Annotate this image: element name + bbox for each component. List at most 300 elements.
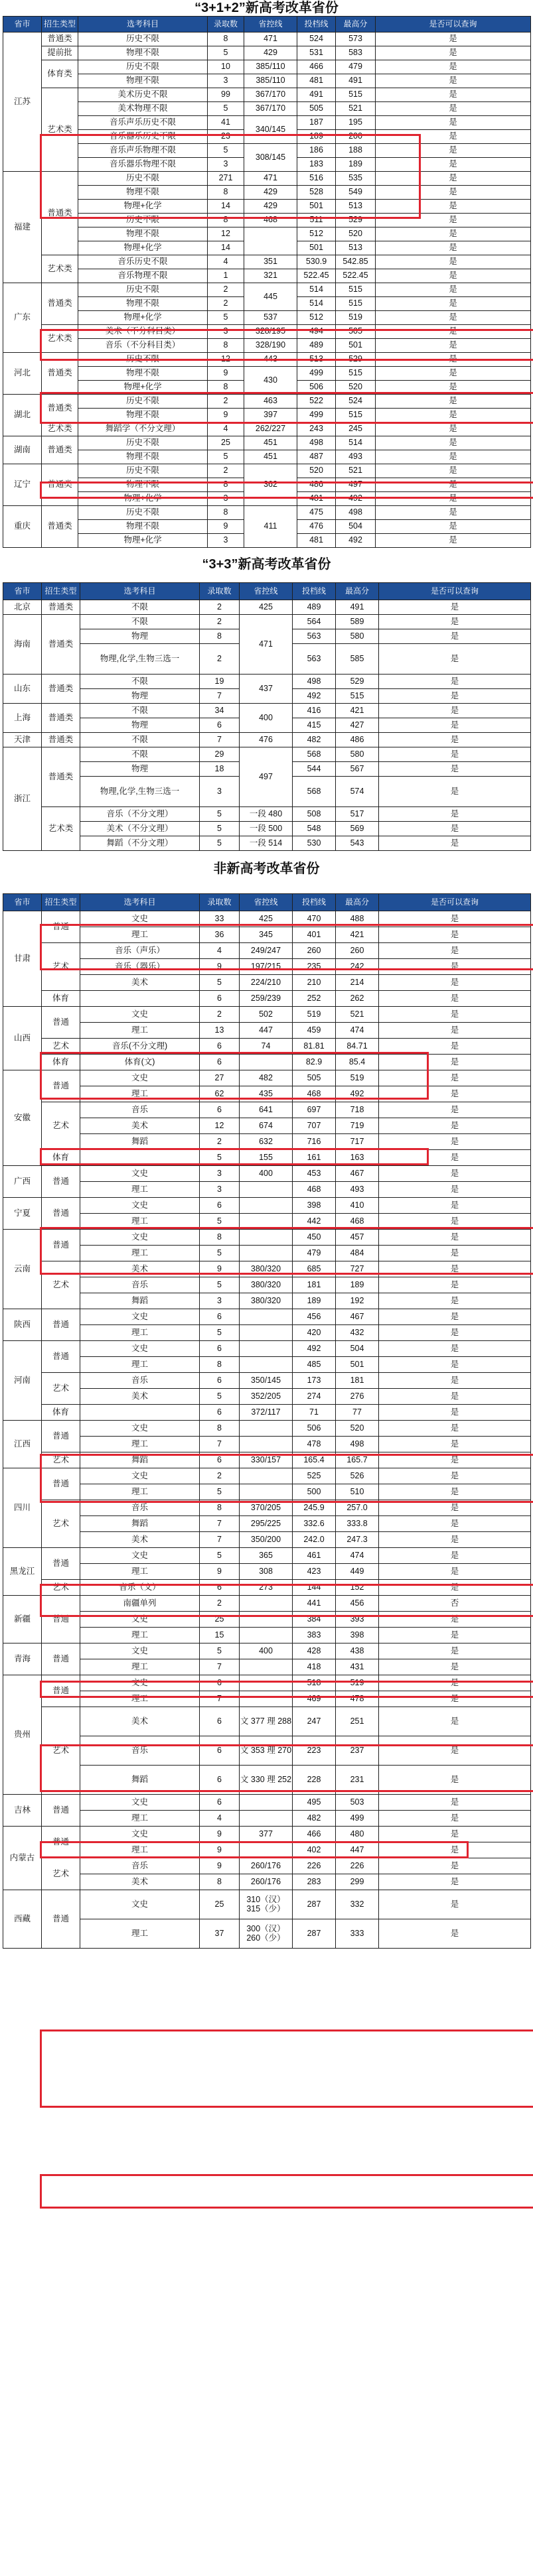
max-score-cell: 84.71 [336, 1039, 379, 1055]
queryable-cell: 是 [379, 1007, 531, 1023]
admitted-cell: 3 [208, 74, 244, 88]
type-cell: 普通类 [42, 283, 78, 325]
queryable-cell: 是 [379, 718, 531, 733]
type-cell: 普通类 [42, 675, 80, 704]
table-row [3, 311, 531, 325]
type-cell: 普通 [42, 1007, 80, 1039]
max-score-cell: 503 [336, 1795, 379, 1811]
queryable-cell: 是 [376, 436, 531, 450]
header-province: 省市 [3, 583, 42, 600]
queryable-cell: 是 [379, 1564, 531, 1580]
admission-line-cell: 456 [293, 1309, 336, 1325]
admitted-cell: 2 [200, 644, 240, 675]
subject-cell: 物理+化学 [78, 534, 208, 548]
control-line-cell: 425 [240, 600, 293, 615]
subject-cell: 物理,化学,生物三选一 [80, 644, 200, 675]
subject-cell: 舞蹈 [80, 1766, 200, 1795]
subject-cell: 美术 [80, 1389, 200, 1405]
table-row [3, 1039, 531, 1055]
max-score-cell: 504 [336, 520, 376, 534]
admitted-cell: 8 [200, 629, 240, 644]
max-score-cell: 521 [336, 464, 376, 478]
admission-line-cell: 247 [293, 1707, 336, 1736]
queryable-cell: 是 [376, 241, 531, 255]
control-line-cell: 443 [244, 353, 297, 367]
queryable-cell: 是 [379, 747, 531, 762]
control-line-cell: 文 377 理 288 [240, 1707, 293, 1736]
admission-line-cell: 492 [293, 689, 336, 704]
max-score-cell: 181 [336, 1373, 379, 1389]
table-row [3, 1055, 531, 1070]
control-line-cell: 380/320 [240, 1293, 293, 1309]
admission-line-cell: 499 [297, 409, 336, 422]
admission-line-cell: 476 [297, 520, 336, 534]
table-row [3, 1373, 531, 1389]
control-line-cell: 310（汉） 315（少） [240, 1890, 293, 1919]
max-score-cell: 549 [336, 186, 376, 200]
max-score-cell: 505 [336, 325, 376, 339]
table-row [3, 1691, 531, 1707]
table-row [3, 975, 531, 991]
admitted-cell: 29 [200, 747, 240, 762]
province-cell: 黑龙江 [3, 1548, 42, 1596]
queryable-cell: 是 [379, 1086, 531, 1102]
max-score-cell: 493 [336, 450, 376, 464]
admitted-cell: 7 [200, 1532, 240, 1548]
max-score-cell: 535 [336, 172, 376, 186]
admitted-cell: 2 [208, 464, 244, 478]
header-queryable: 是否可以查询 [376, 17, 531, 32]
admission-line-cell: 210 [293, 975, 336, 991]
admission-line-cell: 685 [293, 1261, 336, 1277]
max-score-cell: 520 [336, 1421, 379, 1437]
type-cell: 普通 [42, 1421, 80, 1452]
queryable-cell: 是 [379, 644, 531, 675]
table-row [3, 1357, 531, 1373]
subject-cell: 舞蹈 [80, 1452, 200, 1468]
max-score-cell: 521 [336, 102, 376, 116]
admission-line-cell: 468 [293, 1182, 336, 1198]
province-cell: 贵州 [3, 1675, 42, 1795]
admission-line-cell: 235 [293, 959, 336, 975]
type-cell: 艺术 [42, 1373, 80, 1405]
max-score-cell: 245 [336, 422, 376, 436]
header-admission-line: 投档线 [293, 583, 336, 600]
table-row [3, 1890, 531, 1919]
subject-cell: 美术 [80, 1118, 200, 1134]
control-line-cell [240, 1230, 293, 1246]
queryable-cell: 是 [379, 1325, 531, 1341]
queryable-cell: 是 [379, 991, 531, 1007]
max-score-cell: 515 [336, 297, 376, 311]
queryable-cell: 是 [379, 600, 531, 615]
max-score-cell: 165.7 [336, 1452, 379, 1468]
subject-cell: 物理 [80, 762, 200, 777]
admission-line-cell: 548 [293, 822, 336, 836]
admitted-cell: 3 [200, 1166, 240, 1182]
admitted-cell: 41 [208, 116, 244, 130]
admitted-cell: 2 [200, 1007, 240, 1023]
admission-line-cell: 479 [293, 1246, 336, 1261]
max-score-cell: 513 [336, 200, 376, 214]
admission-line-cell: 189 [293, 1293, 336, 1309]
control-line-cell [240, 1484, 293, 1500]
type-cell: 普通 [42, 1675, 80, 1707]
type-cell: 体育 [42, 1150, 80, 1166]
queryable-cell: 否 [379, 1596, 531, 1612]
max-score-cell: 421 [336, 704, 379, 718]
admitted-cell: 4 [208, 255, 244, 269]
max-score-cell: 580 [336, 747, 379, 762]
admitted-cell: 3 [200, 1293, 240, 1309]
table-row [3, 1811, 531, 1827]
control-line-cell: 385/110 [244, 74, 297, 88]
queryable-cell: 是 [376, 311, 531, 325]
header-queryable: 是否可以查询 [379, 583, 531, 600]
type-cell: 艺术 [42, 1858, 80, 1890]
table-row [3, 747, 531, 762]
control-line-cell: 330/157 [240, 1452, 293, 1468]
admission-line-cell: 71 [293, 1405, 336, 1421]
control-line-cell: 365 [240, 1548, 293, 1564]
max-score-cell: 574 [336, 777, 379, 807]
admission-line-cell: 181 [293, 1277, 336, 1293]
max-score-cell: 333.8 [336, 1516, 379, 1532]
admitted-cell: 3 [208, 534, 244, 548]
admitted-cell: 6 [200, 1452, 240, 1468]
table-row [3, 1736, 531, 1766]
queryable-cell: 是 [379, 1827, 531, 1842]
admission-line-cell: 563 [293, 629, 336, 644]
admission-line-cell: 531 [297, 46, 336, 60]
type-cell: 普通 [42, 1341, 80, 1373]
admitted-cell: 19 [200, 675, 240, 689]
table-row [3, 409, 531, 422]
subject-cell: 美术 [80, 1874, 200, 1890]
max-score-cell: 585 [336, 644, 379, 675]
subject-cell: 美术 [80, 1532, 200, 1548]
table-header-row [3, 17, 531, 32]
admission-line-cell: 486 [297, 478, 336, 492]
subject-cell: 物理+化学 [78, 381, 208, 395]
admission-line-cell: 489 [297, 339, 336, 353]
header-queryable: 是否可以查询 [379, 894, 531, 911]
province-cell: 宁夏 [3, 1198, 42, 1230]
admission-line-cell: 481 [297, 492, 336, 506]
section-title-non-reform: 非新高考改革省份 [213, 862, 320, 876]
subject-cell: 美术物理不限 [78, 102, 208, 116]
control-line-cell: 300（汉） 260（少） [240, 1919, 293, 1949]
table-row [3, 943, 531, 959]
subject-cell: 音乐（不分科目类） [78, 339, 208, 353]
subject-cell: 理工 [80, 1214, 200, 1230]
max-score-cell: 410 [336, 1198, 379, 1214]
max-score-cell: 474 [336, 1023, 379, 1039]
max-score-cell: 468 [336, 1214, 379, 1230]
max-score-cell: 522.45 [336, 269, 376, 283]
type-cell: 普通 [42, 1596, 80, 1643]
admitted-cell: 5 [200, 975, 240, 991]
control-line-cell: 308 [240, 1564, 293, 1580]
table-row [3, 325, 531, 339]
admitted-cell: 271 [208, 172, 244, 186]
admitted-cell: 6 [200, 1580, 240, 1596]
type-cell: 普通 [42, 1795, 80, 1827]
subject-cell: 南疆单列 [80, 1596, 200, 1612]
header-province: 省市 [3, 17, 42, 32]
subject-cell: 物理不限 [78, 450, 208, 464]
table-row [3, 1102, 531, 1118]
max-score-cell: 517 [336, 807, 379, 822]
queryable-cell: 是 [379, 1707, 531, 1736]
queryable-cell: 是 [379, 1182, 531, 1198]
table-row [3, 1919, 531, 1949]
table-row [3, 172, 531, 186]
admitted-cell: 2 [208, 395, 244, 409]
table-row [3, 836, 531, 851]
control-line-cell: 321 [244, 269, 297, 283]
max-score-cell: 457 [336, 1230, 379, 1246]
queryable-cell: 是 [376, 478, 531, 492]
admission-line-cell: 383 [293, 1628, 336, 1643]
max-score-cell: 189 [336, 1277, 379, 1293]
province-cell: 新疆 [3, 1596, 42, 1643]
control-line-cell: 411 [244, 506, 297, 548]
max-score-cell: 332 [336, 1890, 379, 1919]
admitted-cell: 2 [200, 1596, 240, 1612]
max-score-cell: 467 [336, 1309, 379, 1325]
control-line-cell: 641 [240, 1102, 293, 1118]
queryable-cell: 是 [379, 1811, 531, 1827]
control-line-cell: 一段 500 [240, 822, 293, 836]
max-score-cell: 257.0 [336, 1500, 379, 1516]
control-line-cell: 260/176 [240, 1874, 293, 1890]
control-line-cell: 445 [244, 283, 297, 311]
control-line-cell: 497 [240, 747, 293, 807]
admitted-cell: 9 [208, 520, 244, 534]
table-row [3, 1874, 531, 1890]
admission-line-cell: 482 [293, 733, 336, 747]
admitted-cell: 5 [200, 1389, 240, 1405]
control-line-cell [240, 1309, 293, 1325]
admission-line-cell: 512 [297, 227, 336, 241]
subject-cell: 理工 [80, 1357, 200, 1373]
admission-line-cell: 469 [293, 1691, 336, 1707]
admitted-cell: 5 [208, 102, 244, 116]
max-score-cell: 529 [336, 353, 376, 367]
max-score-cell: 543 [336, 836, 379, 851]
control-line-cell [240, 1468, 293, 1484]
control-line-cell: 397 [244, 409, 297, 422]
table-row [3, 186, 531, 200]
subject-cell: 物理不限 [78, 520, 208, 534]
max-score-cell: 200 [336, 130, 376, 144]
max-score-cell: 480 [336, 1827, 379, 1842]
max-score-cell: 498 [336, 1437, 379, 1452]
queryable-cell: 是 [379, 1548, 531, 1564]
control-line-cell: 352/205 [240, 1389, 293, 1405]
admitted-cell: 3 [208, 325, 244, 339]
admission-line-cell: 441 [293, 1596, 336, 1612]
admission-line-cell: 530.9 [297, 255, 336, 269]
control-line-cell: 350/145 [240, 1373, 293, 1389]
province-cell: 湖南 [3, 436, 42, 464]
admission-line-cell: 466 [293, 1827, 336, 1842]
subject-cell: 音乐 [80, 1500, 200, 1516]
queryable-cell: 是 [379, 1039, 531, 1055]
table-row [3, 1214, 531, 1230]
subject-cell: 文史 [80, 1230, 200, 1246]
admission-line-cell: 487 [297, 450, 336, 464]
table-row [3, 733, 531, 747]
admission-line-cell: 416 [293, 704, 336, 718]
queryable-cell: 是 [379, 1874, 531, 1890]
subject-cell: 理工 [80, 1564, 200, 1580]
control-line-cell: 380/320 [240, 1261, 293, 1277]
admitted-cell: 5 [200, 1484, 240, 1500]
admission-line-cell: 481 [297, 74, 336, 88]
type-cell: 艺术 [42, 1500, 80, 1548]
max-score-cell: 242 [336, 959, 379, 975]
max-score-cell: 529 [336, 214, 376, 227]
queryable-cell: 是 [379, 762, 531, 777]
queryable-cell: 是 [379, 675, 531, 689]
table-header-row [3, 583, 531, 600]
queryable-cell: 是 [376, 409, 531, 422]
queryable-cell: 是 [379, 1150, 531, 1166]
table-row [3, 807, 531, 822]
queryable-cell: 是 [379, 1055, 531, 1070]
subject-cell: 物理不限 [78, 367, 208, 381]
admitted-cell: 9 [200, 1564, 240, 1580]
max-score-cell: 515 [336, 88, 376, 102]
subject-cell: 文史 [80, 1341, 200, 1357]
queryable-cell: 是 [379, 1102, 531, 1118]
admitted-cell: 2 [208, 283, 244, 297]
control-line-cell: 380/320 [240, 1277, 293, 1293]
type-cell: 艺术类 [42, 325, 78, 353]
admitted-cell: 8 [200, 1874, 240, 1890]
table-row [3, 991, 531, 1007]
admitted-cell: 9 [200, 959, 240, 975]
max-score-cell: 727 [336, 1261, 379, 1277]
subject-cell: 美术（不分科目类） [78, 325, 208, 339]
subject-cell: 音乐（文） [80, 1580, 200, 1596]
admitted-cell: 8 [208, 381, 244, 395]
control-line-cell [240, 1357, 293, 1373]
admission-line-cell: 402 [293, 1842, 336, 1858]
control-line-cell: 351 [244, 255, 297, 269]
queryable-cell: 是 [376, 506, 531, 520]
admitted-cell: 7 [200, 1437, 240, 1452]
subject-cell: 物理不限 [78, 297, 208, 311]
table-row [3, 1166, 531, 1182]
queryable-cell: 是 [379, 1214, 531, 1230]
admission-line-cell: 245.9 [293, 1500, 336, 1516]
control-line-cell: 674 [240, 1118, 293, 1134]
control-line-cell: 537 [244, 311, 297, 325]
control-line-cell: 328/195 [244, 325, 297, 339]
subject-cell: 美术 [80, 1261, 200, 1277]
table-row [3, 116, 531, 130]
admission-line-cell: 520 [297, 464, 336, 478]
subject-cell: 理工 [80, 1182, 200, 1198]
table-row [3, 1389, 531, 1405]
queryable-cell: 是 [376, 339, 531, 353]
type-cell: 普通类 [42, 733, 80, 747]
subject-cell [80, 1150, 200, 1166]
control-line-cell: 377 [240, 1827, 293, 1842]
admitted-cell: 10 [208, 60, 244, 74]
type-cell: 艺术类 [42, 88, 78, 172]
admitted-cell: 62 [200, 1086, 240, 1102]
type-cell: 普通 [42, 911, 80, 943]
subject-cell: 文史 [80, 1166, 200, 1182]
control-line-cell: 文 330 理 252 [240, 1766, 293, 1795]
subject-cell: 物理 [80, 689, 200, 704]
type-cell: 普通类 [42, 704, 80, 733]
admission-line-cell: 485 [293, 1357, 336, 1373]
queryable-cell: 是 [376, 46, 531, 60]
type-cell: 普通 [42, 1548, 80, 1580]
admitted-cell: 36 [200, 927, 240, 943]
queryable-cell: 是 [379, 1643, 531, 1659]
province-cell: 江西 [3, 1421, 42, 1468]
province-cell: 湖北 [3, 395, 42, 436]
subject-cell: 文史 [80, 1890, 200, 1919]
max-score-cell: 519 [336, 1675, 379, 1691]
header-admission-line: 投档线 [297, 17, 336, 32]
queryable-cell: 是 [379, 1405, 531, 1421]
subject-cell: 理工 [80, 1919, 200, 1949]
subject-cell: 物理+化学 [78, 200, 208, 214]
admission-line-cell: 568 [293, 777, 336, 807]
queryable-cell: 是 [379, 777, 531, 807]
table-row [3, 144, 531, 158]
province-cell: 河南 [3, 1341, 42, 1421]
subject-cell: 文史 [80, 1421, 200, 1437]
subject-cell: 理工 [80, 1484, 200, 1500]
table-row [3, 1182, 531, 1198]
table-row [3, 615, 531, 629]
header-subjects: 选考科目 [80, 894, 200, 911]
max-score-cell: 510 [336, 1484, 379, 1500]
province-cell: 内蒙古 [3, 1827, 42, 1890]
control-line-cell: 260/176 [240, 1858, 293, 1874]
queryable-cell: 是 [379, 1675, 531, 1691]
table-row [3, 464, 531, 478]
subject-cell: 物理不限 [78, 409, 208, 422]
admission-line-cell: 173 [293, 1373, 336, 1389]
control-line-cell: 262/227 [244, 422, 297, 436]
table-row [3, 227, 531, 241]
header-province: 省市 [3, 894, 42, 911]
admission-line-cell: 243 [297, 422, 336, 436]
table-row [3, 1500, 531, 1516]
table-row [3, 1309, 531, 1325]
admitted-cell: 5 [200, 1548, 240, 1564]
max-score-cell: 486 [336, 733, 379, 747]
type-cell: 普通类 [42, 395, 78, 422]
type-cell: 普通类 [42, 615, 80, 675]
admission-line-cell: 461 [293, 1548, 336, 1564]
admission-table-3-1-2 [3, 16, 531, 548]
subject-cell: 历史不限 [78, 283, 208, 297]
control-line-cell [240, 1675, 293, 1691]
max-score-cell: 515 [336, 367, 376, 381]
control-line-cell: 437 [240, 675, 293, 704]
control-line-cell: 一段 514 [240, 836, 293, 851]
